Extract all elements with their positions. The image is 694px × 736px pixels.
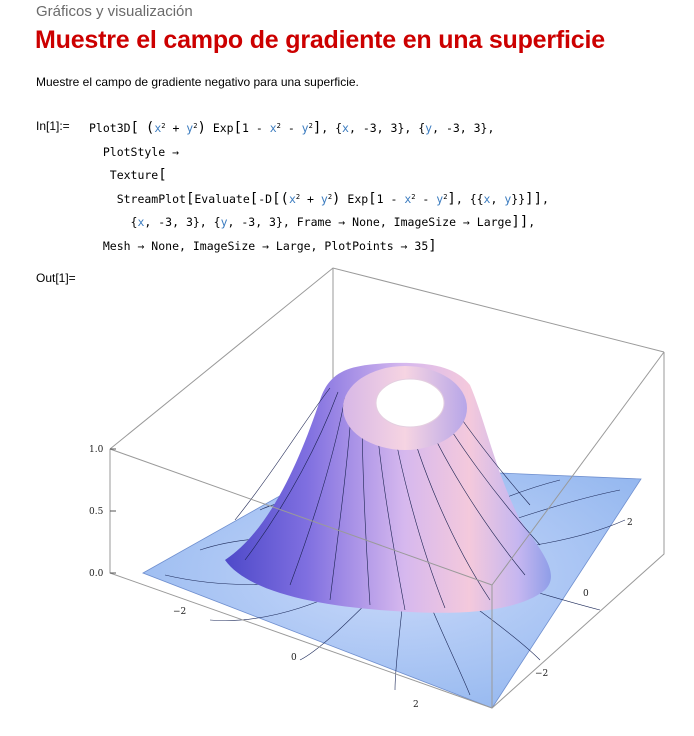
x-tick-3: 2: [413, 700, 419, 710]
z-tick-2: 0.5: [89, 507, 104, 517]
code-line-1: Plot3D[ $(x^2 + y^2)$ $Exp[1 - x^2 - y^2]$, {x, -3, 3}, {y, -3, 3},: [89, 120, 495, 136]
surface-crater-hole: [376, 379, 444, 427]
z-tick-3: 0.0: [89, 569, 104, 579]
example-description: Muestre el campo de gradiente negativo para una superficie.: [36, 75, 359, 89]
z-axis-ticks: [89, 445, 116, 579]
x-tick-1: −2: [173, 607, 187, 617]
code-line-2: PlotStyle →: [89, 144, 180, 159]
y-tick-3: −2: [535, 669, 549, 679]
z-tick-1: 1.0: [89, 445, 104, 455]
page-title: Muestre el campo de gradiente en una superficie: [35, 26, 605, 54]
input-cell-label: In[1]:=: [36, 119, 70, 133]
code-line-6: Mesh → None, ImageSize → Large, PlotPoints → 35]: [89, 237, 437, 254]
code-line-4: $StreamPlot[Evaluate[-D[(x^2 + y^2)$ $Exp[1 - x^2 - y^2]$, {{x, y}}]],: [89, 190, 549, 207]
code-line-3: Texture[: [89, 167, 167, 184]
x-tick-2: 0: [291, 653, 297, 663]
section-heading: Gráficos y visualización: [36, 3, 193, 20]
y-tick-2: 0: [583, 589, 589, 599]
output-cell-label: Out[1]=: [36, 271, 76, 285]
y-tick-1: 2: [627, 518, 633, 528]
code-line-5: {x, -3, 3}, {y, -3, 3}, Frame → None, ImageSize → Large]],: [89, 214, 536, 231]
